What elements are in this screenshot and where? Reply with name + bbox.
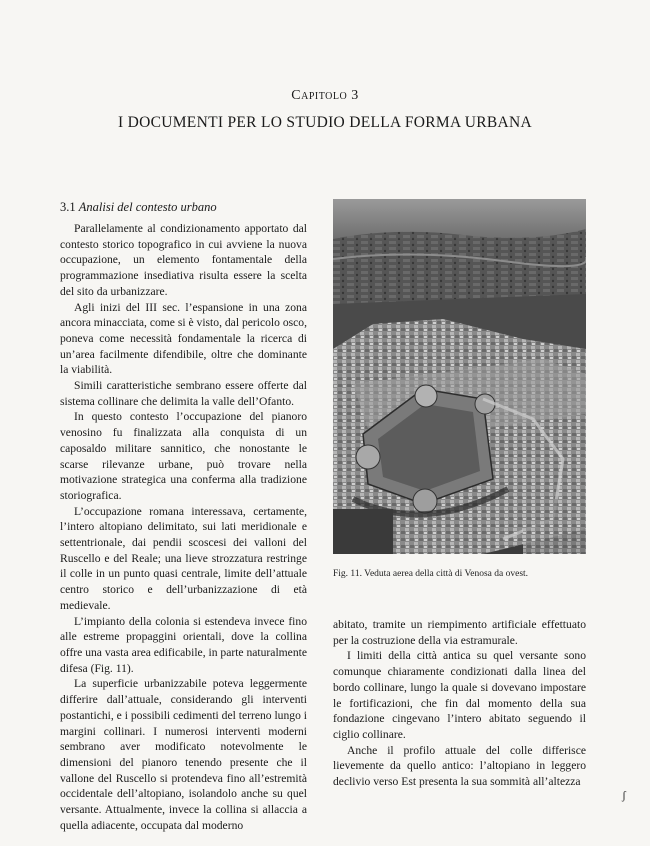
paragraph: Anche il profilo attuale del colle differisce lievemente da quello antico: l’altopiano in leggero declivio verso Est presenta la sua sommità all’altezza [333,743,586,789]
paragraph: I limiti della città antica su quel versante sono comunque chiaramente condizionati dalla linea del bordo collinare, lungo la quale si dovevano impostare le fortificazioni, che fin dal momento della sua fondazione cingevano l’intero abitato seguendo il ciglio collinare. [333,649,586,741]
paragraph: Agli inizi del III sec. l’espansione in una zona ancora minacciata, come si è visto, dal pericolo osco, poneva come necessità fondamentale la ricerca di un’area facilmente difendibile, oltre che dominante la viabilità. [60,300,307,377]
paragraph-continuation: abitato, tramite un riempimento artificiale effettuato per la costruzione della via estramurale. [333,618,586,647]
margin-pencil-mark: ʃ [622,788,626,802]
figure-caption: Fig. 11. Veduta aerea della città di Venosa da ovest. [333,569,529,579]
chapter-label-text: Capitolo 3 [291,88,359,103]
paragraph: L’occupazione romana interessava, certamente, l’intero altopiano delimitato, sui lati meridionale e settentrionale, dai pendii scoscesi dei valloni del Ruscello e del Reale; una lieve strozzatura restringe il colle in un punto quasi centrale, limite dell’attuale centro storico e dell’urbanizzazione di età medievale. [60,504,307,612]
aerial-photo-figure [333,199,586,554]
paragraph: In questo contesto l’occupazione del pianoro venosino fu finalizzata alla conquista di un caposaldo militare sannitico, che nonostante le scarse rilevanze urbane, può trovare nella motivazione strategica una conferma alla tradizione storiografica. [60,410,307,502]
section-heading [60,200,310,215]
chapter-title: I DOCUMENTI PER LO STUDIO DELLA FORMA URBANA [117,114,533,131]
paragraph: La superficie urbanizzabile poteva leggermente differire dall’attuale, considerando gli interventi postantichi, e i possibili cedimenti del terreno lungo i margini collinari. I numerosi interventi moderni sembrano aver modificato notevolmente le dimensioni del pianoro tenendo presente che il vallone del Ruscello si protendeva fino all’estremità occidentale dell’altopiano, isolandolo anche su quel versante. Attualmente, invece la collina si allaccia a quella adiacente, occupata dal moderno [60,677,307,832]
aerial-photo-illustration [333,199,586,554]
section-number: 3.1 [60,200,76,214]
paragraph: Simili caratteristiche sembrano essere offerte dal sistema collinare che delimita la valle dell’Ofanto. [60,379,307,408]
paragraph: Parallelamente al condizionamento apportato dal contesto storico topografico in cui avviene la nuova occupazione, un elemento fontamentale della programmazione insediativa risulta essere la scelta del sito da urbanizzare. [60,222,307,298]
left-text-column [60,221,307,833]
chapter-label [0,88,650,104]
section-title: Analisi del contesto urbano [78,200,217,214]
right-text-column [333,617,586,790]
paragraph: L’impianto della colonia si estendeva invece fino alle estreme propaggini orientali, dove la collina offre una vasta area edificabile, in parte naturalmente difesa (Fig. 11). [60,614,307,675]
